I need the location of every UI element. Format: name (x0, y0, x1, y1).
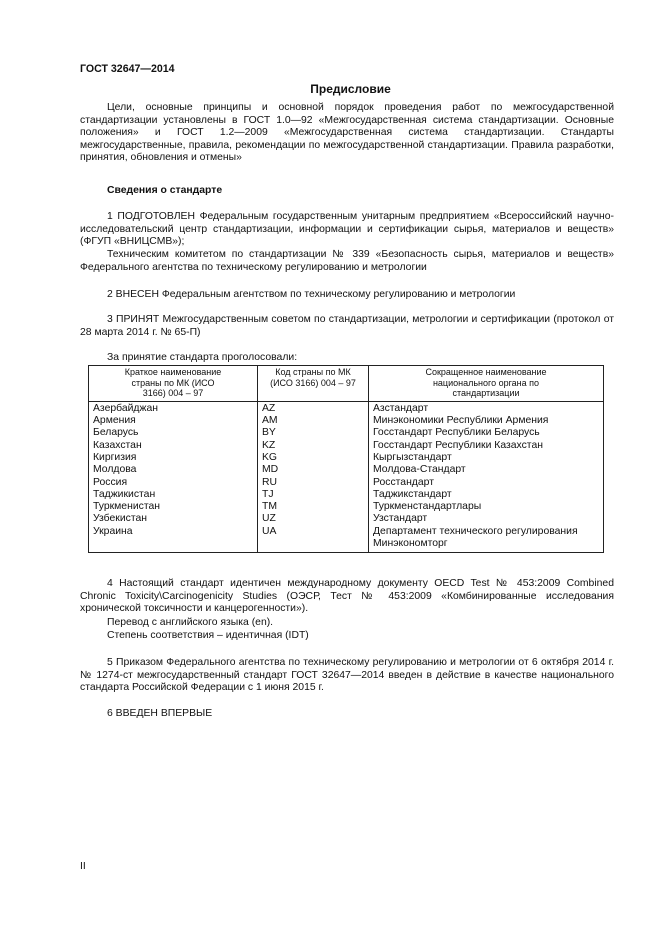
table-header-row (89, 366, 604, 402)
item-4 (80, 578, 614, 616)
item-3 (80, 314, 614, 339)
cell-country: Киргизия (89, 452, 258, 464)
table-row (89, 401, 604, 415)
table-row (89, 477, 604, 489)
item-4-text: 4 Настоящий стандарт идентичен международному документу OECD Test № 453:2009 Combined Chronic Toxicity\Carcinogenicity Studies (ОЭСР, Тест № 453:2009 «Комбинированные исследования хронической токсичности и канцерогенности»). (80, 578, 614, 615)
table-row (89, 501, 604, 513)
item-2-text: 2 ВНЕСЕН Федеральным агентством по техническому регулированию и метрологии (107, 289, 516, 300)
item-1-text: 1 ПОДГОТОВЛЕН Федеральным государственным унитарным предприятием «Всероссийский научно-исследовательский центр стандартизации, информации и сертификации сырья, материалов и веществ» (ФГУП «ВНИЦСМВ»); (80, 211, 614, 248)
item-1b-text: Техническим комитетом по стандартизации № 339 «Безопасность сырья, материалов и веществ» Федерального агентства по техническому регулированию и метрологии (80, 249, 614, 273)
page-title: Предисловие (310, 82, 391, 96)
cell-country: Туркменистан (89, 501, 258, 513)
cell-code: TM (258, 501, 369, 513)
table-caption-text: За принятие стандарта проголосовали: (107, 352, 298, 363)
header-country: Краткое наименование страны по МК (ИСО 3166) 004 – 97 (89, 366, 258, 402)
header-org: Сокращенное наименование национального органа по стандартизации (369, 366, 604, 402)
cell-country: Молдова (89, 464, 258, 476)
item-1b (80, 249, 614, 274)
cell-code: UA (258, 526, 369, 553)
item-6 (80, 708, 614, 721)
cell-code: TJ (258, 489, 369, 501)
section-title-text: Сведения о стандарте (107, 185, 223, 196)
cell-country: Россия (89, 477, 258, 489)
item-5-text: 5 Приказом Федерального агентства по техническому регулированию и метрологии от 6 октября 2014 г. № 1274-ст межгосударственный стандарт ГОСТ 32647—2014 введен в действие в качестве национального стандарта Российской Федерации с 1 июня 2015 г. (80, 657, 614, 694)
table-row (89, 427, 604, 439)
cell-org: Таджикстандарт (369, 489, 604, 501)
cell-org: Узстандарт (369, 513, 604, 525)
table-row (89, 489, 604, 501)
cell-org: Госстандарт Республики Казахстан (369, 440, 604, 452)
section-title (80, 185, 614, 198)
cell-code: MD (258, 464, 369, 476)
table-row (89, 513, 604, 525)
cell-country: Украина (89, 526, 258, 553)
cell-org: Кыргызстандарт (369, 452, 604, 464)
table-row (89, 440, 604, 452)
cell-country: Узбекистан (89, 513, 258, 525)
cell-org: Госстандарт Республики Беларусь (369, 427, 604, 439)
cell-code: KZ (258, 440, 369, 452)
table-row (89, 464, 604, 476)
cell-org: Минэкономики Республики Армения (369, 415, 604, 427)
intro-paragraph (80, 102, 614, 165)
cell-country: Азербайджан (89, 401, 258, 415)
header-code: Код страны по МК (ИСО 3166) 004 – 97 (258, 366, 369, 402)
cell-code: BY (258, 427, 369, 439)
table-caption (80, 352, 614, 365)
item-4-degree (80, 630, 614, 643)
intro-text: Цели, основные принципы и основной порядок проведения работ по межгосударственной стандартизации установлены в ГОСТ 1.0—92 «Межгосударственная система стандартизации. Основные положения» и ГОСТ 1.2—2009 «Межгосударственная система стандартизации. Стандарты межгосударственные, правила, рекомендации по межгосударственной стандартизации. Правила разработки, принятия, обновления и отмены» (80, 102, 614, 164)
item-4-degree-text: Степень соответствия – идентичная (IDT) (107, 630, 309, 641)
item-3-text: 3 ПРИНЯТ Межгосударственным советом по стандартизации, метрологии и сертификации (протокол от 28 марта 2014 г. № 65-П) (80, 314, 614, 338)
cell-country: Армения (89, 415, 258, 427)
cell-org: Азстандарт (369, 401, 604, 415)
table-row (89, 415, 604, 427)
cell-country: Казахстан (89, 440, 258, 452)
cell-country: Таджикистан (89, 489, 258, 501)
cell-org: Росстандарт (369, 477, 604, 489)
item-6-text: 6 ВВЕДЕН ВПЕРВЫЕ (107, 708, 213, 719)
item-1 (80, 211, 614, 249)
item-4-lang (80, 617, 614, 630)
cell-code: RU (258, 477, 369, 489)
voting-table (88, 365, 604, 553)
page-number: II (80, 861, 86, 872)
item-5 (80, 657, 614, 695)
cell-code: UZ (258, 513, 369, 525)
cell-org: Молдова-Стандарт (369, 464, 604, 476)
table-row (89, 526, 604, 553)
item-4-lang-text: Перевод с английского языка (en). (107, 617, 274, 628)
cell-org: Туркменстандартлары (369, 501, 604, 513)
table-row (89, 452, 604, 464)
cell-org: Департамент технического регулирования Минэкономторг (369, 526, 604, 553)
cell-country: Беларусь (89, 427, 258, 439)
document-header: ГОСТ 32647—2014 (80, 63, 175, 75)
cell-code: KG (258, 452, 369, 464)
cell-code: AZ (258, 401, 369, 415)
item-2 (80, 289, 614, 302)
cell-code: AM (258, 415, 369, 427)
